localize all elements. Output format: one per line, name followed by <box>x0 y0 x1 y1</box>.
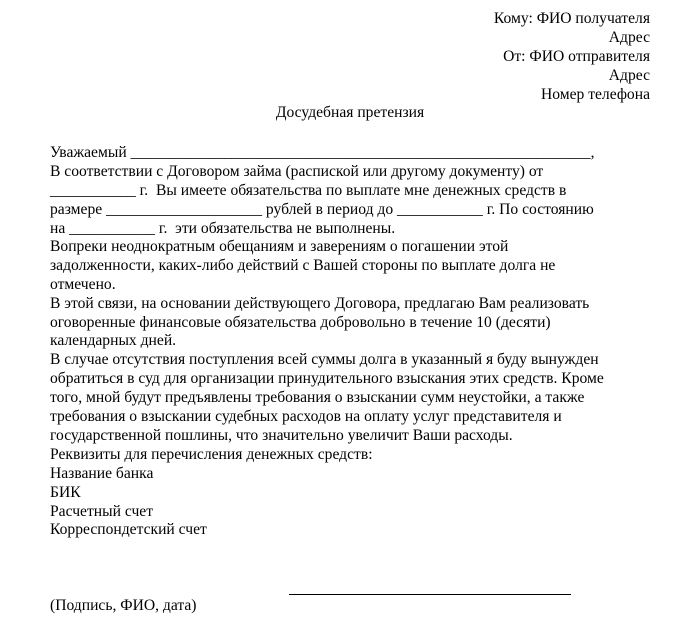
sender-phone: Номер телефона <box>540 86 650 103</box>
body-line: ___________ г. Вы имеете обязательства по выплате мне денежных средств в <box>50 182 567 199</box>
requisite-corr-account: Корреспондетский счет <box>50 521 207 538</box>
body-line: Уважаемый ___________________________________________________________, <box>50 144 595 161</box>
sender-name: От: ФИО отправителя <box>503 48 650 65</box>
signature-caption: (Подпись, ФИО, дата) <box>50 597 197 614</box>
signature-line <box>289 594 571 595</box>
body-line: В соответствии с Договором займа (распиской или другому документу) от <box>50 163 544 180</box>
recipient-name: Кому: ФИО получателя <box>493 10 650 27</box>
body-line: обратиться в суд для организации принудительного взыскания этих средств. Кроме <box>50 370 604 387</box>
requisite-bik: БИК <box>50 484 81 501</box>
body-line: требования о взыскании судебных расходов на оплату услуг представителя и <box>50 408 562 425</box>
requisites-heading: Реквизиты для перечисления денежных средств: <box>50 446 373 463</box>
body-line: того, мной будут предъявлены требования о взыскании сумм неустойки, а также <box>50 389 585 406</box>
document-title: Досудебная претензия <box>275 104 425 121</box>
recipient-address: Адрес <box>608 29 650 46</box>
body-line: В этой связи, на основании действующего Договора, предлагаю Вам реализовать <box>50 295 590 312</box>
body-line: В случае отсутствия поступления всей суммы долга в указанный я буду вынужден <box>50 351 599 368</box>
sender-address: Адрес <box>608 67 650 84</box>
body-line: задолженности, каких-либо действий с Вашей стороны по выплате долга не <box>50 257 556 274</box>
body-line: отмечено. <box>50 276 116 293</box>
body-line: размере ____________________ рублей в период до ___________ г. По состоянию <box>50 201 594 218</box>
body-line: оговоренные финансовые обязательства добровольно в течение 10 (десяти) <box>50 314 551 331</box>
body-line: на ___________ г. эти обязательства не выполнены. <box>50 220 396 237</box>
body-line: календарных дней. <box>50 332 177 349</box>
body-line: Вопреки неоднократным обещаниям и заверениям о погашении этой <box>50 238 509 255</box>
body-line: государственной пошлины, что значительно увеличит Ваши расходы. <box>50 427 513 444</box>
requisite-account: Расчетный счет <box>50 503 154 520</box>
requisite-bank-name: Название банка <box>50 465 154 482</box>
